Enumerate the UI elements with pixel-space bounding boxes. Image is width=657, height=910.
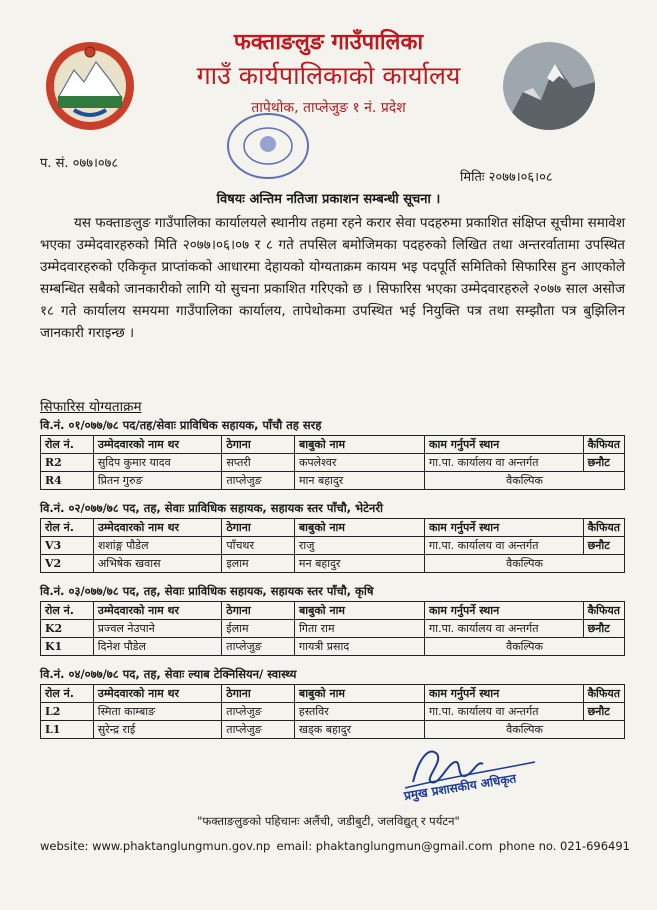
- column-header: काम गर्नुपर्ने स्थान: [425, 436, 584, 454]
- cell-remark: छनौट: [583, 454, 624, 472]
- post-caption: वि.नं. ०४/०७७/७८ पद, तह, सेवाः ल्याब टेक्निसियन/ स्वास्थ्य: [40, 667, 297, 681]
- cell-father: राजु: [294, 537, 424, 555]
- table-row: [41, 555, 625, 573]
- column-header: काम गर्नुपर्ने स्थान: [425, 519, 584, 537]
- cell-father: कपलेश्वर: [294, 454, 424, 472]
- cell-father: मान बहादुर: [294, 472, 424, 490]
- column-header: उम्मेदवारको नाम थर: [93, 602, 222, 620]
- nepal-emblem-logo: [44, 40, 136, 132]
- cell-place: गा.पा. कार्यालय वा अन्तर्गत: [425, 703, 584, 721]
- cell-name: प्रितन गुरुङ: [93, 472, 222, 490]
- post-caption: वि.नं. ०३/०७७/७८ पद, तह, सेवाः प्राविधिक सहायक, सहायक स्तर पाँचौ, कृषि: [40, 584, 374, 598]
- cell-name: प्रज्वल नेउपाने: [93, 620, 222, 638]
- cell-father: गायत्री प्रसाद: [294, 638, 424, 656]
- cell-address: ईलाम: [222, 620, 295, 638]
- table-row: [41, 537, 625, 555]
- cell-address: सप्तरी: [222, 454, 295, 472]
- result-table: [40, 601, 625, 656]
- column-header: उम्मेदवारको नाम थर: [93, 436, 222, 454]
- notice-body-text: यस फक्ताङलुङ गाउँपालिका कार्यालयले स्थानीय तहमा रहने करार सेवा पदहरुमा प्रकाशित संक्षिप्त सूचीमा समावेश भएका उम्मेदवारहरुको मिति २०७७।०६।०७ र ८ गते तपसिल बमोजिमका पदहरुको लिखित तथा अन्तरर्वातामा उपस्थित उम्मेदवारहरुको एकिकृत प्राप्तांकको आधारमा देहायको योग्यताक्रम कायम भइ पदपूर्ति समितिको सिफारिस हुन आएकोले सम्बन्धित सबैको जानकारीको लागि यो सुचना प्रकाशित गरिएको छ । सिफारिस भएका उम्मेदवारहरुले २०७७ साल असोज १८ गते कार्यालय समयमा गाउँपालिका कार्यालय, तापेथोकमा उपस्थित भई नियुक्ति पत्र तथा सम्झौता पत्र बुझिलिन जानकारी गराइन्छ ।: [40, 215, 625, 341]
- table-row: [41, 472, 625, 490]
- table-row: [41, 620, 625, 638]
- column-header: उम्मेदवारको नाम थर: [93, 519, 222, 537]
- table-row: [41, 638, 625, 656]
- cell-roll: K2: [41, 620, 94, 638]
- column-header: उम्मेदवारको नाम थर: [93, 685, 222, 703]
- cell-remark: छनौट: [583, 703, 624, 721]
- result-table: [40, 518, 625, 573]
- cell-remark: छनौट: [583, 537, 624, 555]
- table-header-row: [41, 519, 625, 537]
- column-header: काम गर्नुपर्ने स्थान: [425, 602, 584, 620]
- footer-phone: phone no. 021-696491: [498, 839, 630, 853]
- cell-address: पाँचथर: [222, 537, 295, 555]
- table-row: [41, 721, 625, 739]
- post-section: [40, 501, 625, 573]
- municipality-name: फक्ताङलुङ गाउँपालिका: [233, 30, 424, 55]
- cell-father: मन बहादुर: [294, 555, 424, 573]
- table-header-row: [41, 602, 625, 620]
- cell-roll: V2: [41, 555, 94, 573]
- column-header: ठेगाना: [222, 519, 295, 537]
- column-header: बाबुको नाम: [294, 602, 424, 620]
- cell-place: वैकल्पिक: [425, 472, 625, 490]
- post-section: [40, 418, 625, 490]
- cell-place: गा.पा. कार्यालय वा अन्तर्गत: [425, 620, 584, 638]
- footer-email: email: phaktanglungmun@gmail.com: [276, 839, 493, 853]
- cell-address: ताप्लेजुङ: [222, 638, 295, 656]
- column-header: बाबुको नाम: [294, 519, 424, 537]
- mountain-photo: [503, 42, 595, 130]
- cell-name: अभिषेक खवास: [93, 555, 222, 573]
- notice-date: मितिः २०७७।०६।०८: [460, 170, 553, 185]
- cell-roll: R4: [41, 472, 94, 490]
- cell-roll: L2: [41, 703, 94, 721]
- cell-address: ताप्लेजुङ: [222, 472, 295, 490]
- column-header: रोल नं.: [41, 602, 94, 620]
- column-header: रोल नं.: [41, 519, 94, 537]
- post-section: [40, 584, 625, 656]
- cell-remark: छनौट: [583, 620, 624, 638]
- column-header: कैफियत: [583, 602, 624, 620]
- cell-place: गा.पा. कार्यालय वा अन्तर्गत: [425, 537, 584, 555]
- column-header: ठेगाना: [222, 602, 295, 620]
- cell-roll: L1: [41, 721, 94, 739]
- post-caption: वि.नं. ०१/०७७/७८ पद/तह/सेवाः प्राविधिक सहायक, पाँचौ तह सरह: [40, 418, 322, 432]
- footer-contact: [40, 839, 630, 853]
- column-header: कैफियत: [583, 519, 624, 537]
- result-table: [40, 435, 625, 490]
- column-header: कैफियत: [583, 685, 624, 703]
- footer-website: website: www.phaktanglungmun.gov.np: [40, 839, 271, 853]
- column-header: रोल नं.: [41, 436, 94, 454]
- cell-address: इलाम: [222, 555, 295, 573]
- post-section: [40, 667, 625, 739]
- cell-name: दिनेश पौडेल: [93, 638, 222, 656]
- office-address: तापेथोक, ताप्लेजुङ १ नं. प्रदेश: [251, 100, 406, 116]
- post-caption: वि.नं. ०२/०७७/७८ पद, तह, सेवाः प्राविधिक सहायक, सहायक स्तर पाँचौ, भेटेनरी: [40, 501, 383, 515]
- cell-name: सुरेन्द्र राई: [93, 721, 222, 739]
- column-header: कैफियत: [583, 436, 624, 454]
- cell-address: ताप्लेजुङ: [222, 721, 295, 739]
- column-header: ठेगाना: [222, 685, 295, 703]
- office-seal-stamp: [213, 106, 323, 180]
- column-header: काम गर्नुपर्ने स्थान: [425, 685, 584, 703]
- office-name: गाउँ कार्यपालिकाको कार्यालय: [196, 61, 461, 90]
- cell-name: सुदिप कुमार यादव: [93, 454, 222, 472]
- table-row: [41, 454, 625, 472]
- cell-name: शशांङ्ग पौडेल: [93, 537, 222, 555]
- cell-place: वैकल्पिक: [425, 638, 625, 656]
- column-header: ठेगाना: [222, 436, 295, 454]
- cell-roll: R2: [41, 454, 94, 472]
- table-header-row: [41, 436, 625, 454]
- cell-place: गा.पा. कार्यालय वा अन्तर्गत: [425, 454, 584, 472]
- cell-roll: K1: [41, 638, 94, 656]
- cell-name: स्मिता काम्बाङ: [93, 703, 222, 721]
- table-row: [41, 703, 625, 721]
- cell-roll: V3: [41, 537, 94, 555]
- cell-place: वैकल्पिक: [425, 721, 625, 739]
- notice-body: [40, 212, 625, 344]
- cell-address: ताप्लेजुङ: [222, 703, 295, 721]
- column-header: बाबुको नाम: [294, 685, 424, 703]
- signatory-title: प्रमुख प्रशासकीय अधिकृत: [402, 771, 518, 803]
- reference-number: प. सं. ०७७।०७८: [40, 156, 119, 171]
- notice-subject: विषयः अन्तिम नतिजा प्रकाशन सम्बन्धी सूचना ।: [216, 192, 441, 207]
- table-header-row: [41, 685, 625, 703]
- cell-place: वैकल्पिक: [425, 555, 625, 573]
- municipality-tagline: "फक्ताङलुङको पहिचानः अलैंची, जडीबुटी, जलविद्युत् र पर्यटन": [197, 814, 460, 828]
- column-header: बाबुको नाम: [294, 436, 424, 454]
- cell-father: गिता राम: [294, 620, 424, 638]
- cell-father: खड्क बहादुर: [294, 721, 424, 739]
- recommendation-heading: सिफारिस योग्यताक्रम: [40, 399, 142, 415]
- cell-father: हस्तविर: [294, 703, 424, 721]
- column-header: रोल नं.: [41, 685, 94, 703]
- result-table: [40, 684, 625, 739]
